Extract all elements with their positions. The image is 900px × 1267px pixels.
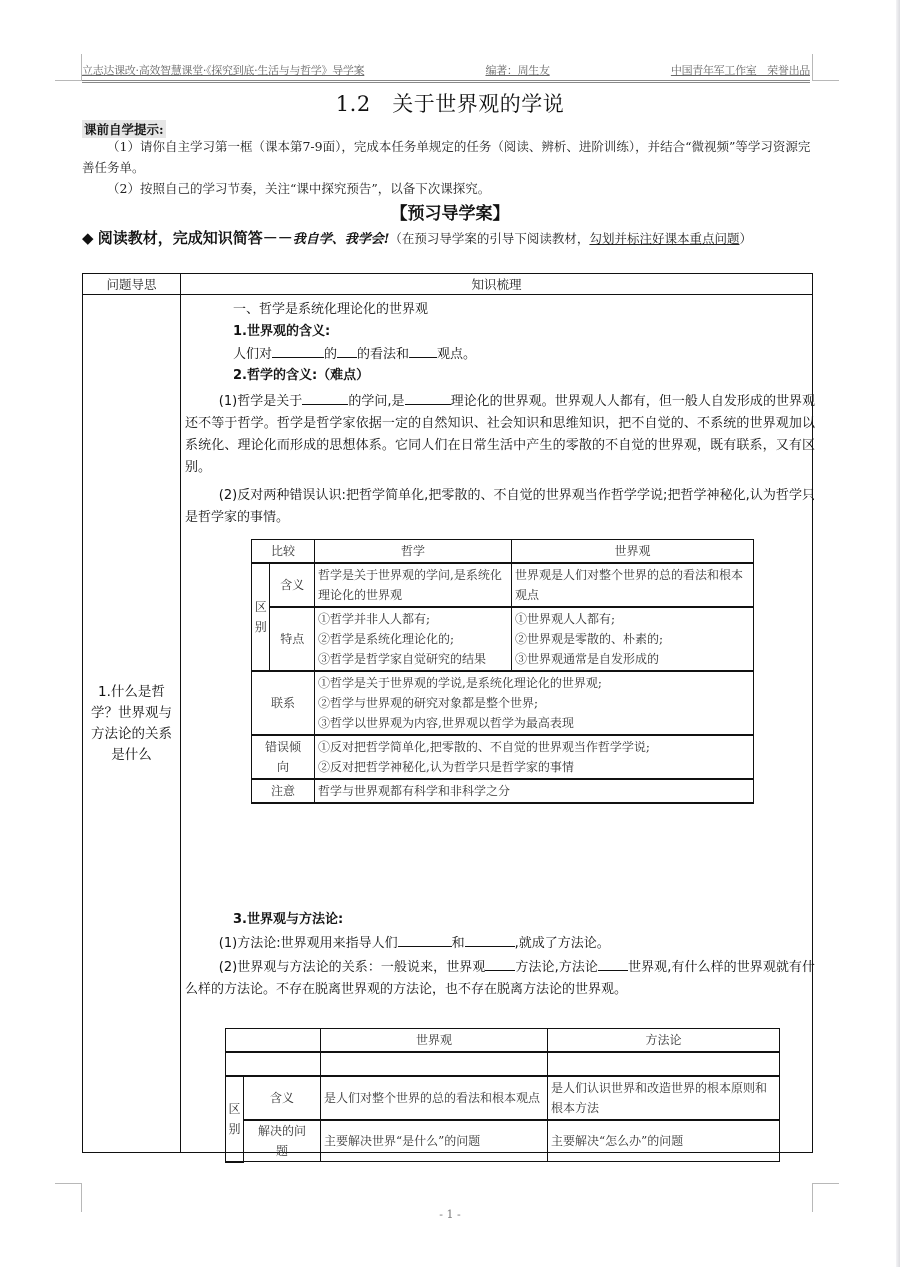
blank-cell [321,1052,548,1076]
s2-p1-b: 的学问,是 [348,394,405,409]
relation-item: ①哲学是关于世界观的学说,是系统化理论化的世界观; [318,676,602,690]
s1-text-b: 的 [324,347,338,362]
method-meaning-label: 含义 [243,1076,320,1120]
page-header [82,62,810,83]
header-right: 中国青年军工作室 荣誉出品 [670,64,810,77]
feature-philosophy [315,607,512,671]
s3-title: 3.世界观与方法论: [233,912,344,927]
feature-phil-item: ①哲学并非人人都有; [318,612,431,626]
header-left: 立志达课改·高效智慧课堂·《探究到底·生活与与哲学》导学案 [82,64,365,77]
s3-p2-c: 世界观,有什么样的世界观就有什么样的方法论。不存在脱离世界观的方法论，也不存在脱离方法论的世界观。 [185,960,815,997]
meaning-label: 含义 [270,563,315,607]
study-table-header [83,274,813,295]
fill-blank[interactable] [302,390,348,405]
feature-phil-item: ③哲学是哲学家自觉研究的结果 [318,652,487,666]
pre-study-item-2: （2）按照自己的学习节奏，关注“课中探究预告”，以备下次课探究。 [107,181,491,196]
reading-instruction [82,227,814,251]
method-meaning-row [226,1076,780,1120]
s3-paragraph-2 [185,956,815,1001]
error-content [315,735,754,779]
meaning-row [252,563,754,607]
s1-text-d: 观点。 [437,347,477,362]
error-label: 错误倾向 [252,735,315,779]
fill-blank[interactable] [485,956,515,971]
error-item: ②反对把哲学神秘化,认为哲学只是哲学家的事情 [318,760,574,774]
pre-study-label: 课前自学提示: [84,122,164,137]
study-table-row [83,295,813,1153]
difference-label: 区别 [252,563,270,671]
s3-p1-b: 和 [451,936,465,951]
s3-p2-b: 方法论,方法论 [515,960,598,975]
method-header-blank [226,1029,321,1053]
study-table [82,273,815,1158]
s3-p1-a: (1)方法论:世界观用来指导人们 [218,936,398,951]
relation-item: ③哲学以世界观为内容,世界观以哲学为最高表现 [318,716,574,730]
philosophy-header: 哲学 [315,540,512,564]
method-problem-worldview: 主要解决世界“是什么”的问题 [321,1120,548,1162]
blank-cell [548,1052,780,1076]
fill-blank[interactable] [409,343,437,358]
part1-title: 一、哲学是系统化理论化的世界观 [233,302,429,317]
relation-content [315,671,754,735]
crop-mark-top-right [812,54,839,81]
fill-blank[interactable] [272,343,324,358]
diamond-bullet-icon: ◆ [82,229,94,247]
method-meaning-worldview: 是人们对整个世界的总的看法和根本观点 [321,1076,548,1120]
feature-wv-item: ②世界观是零散的、朴素的; [515,632,664,646]
fill-blank[interactable] [465,932,515,947]
note-row [252,779,754,803]
philosophy-worldview-table [251,539,754,804]
error-item: ①反对把哲学简单化,把零散的、不自觉的世界观当作哲学学说; [318,740,650,754]
worldview-methodology-table [225,1028,780,1163]
fill-blank[interactable] [337,343,357,358]
col-question-header: 问题导思 [83,274,181,295]
s2-title: 2.哲学的含义:（难点） [233,368,370,383]
s1-text-c: 的看法和 [357,347,410,362]
page-number: - 1 - [439,1208,461,1221]
s1-fill-sentence [233,343,476,366]
fill-blank[interactable] [405,390,451,405]
reading-note: （在预习导学案的引导下阅读教材， [389,231,590,246]
knowledge-content [181,295,815,1158]
feature-wv-item: ③世界观通常是自发形成的 [515,652,660,666]
s1-title: 1.世界观的含义: [233,324,331,339]
worldview-header: 世界观 [512,540,754,564]
method-problem-method: 主要解决“怎么办”的问题 [548,1120,780,1162]
compare-header: 比较 [252,540,315,564]
s2-p1-c: 理论化的世界观。世界观人人都有，但一般人自发形成的世界观还不等于哲学。哲学是哲学家依据一定的自然知识、社会知识和思维知识，把不自觉的、不系统的世界观加以系统化、理论化而形成的思想体系。它同人们在日常生活中产生的零散的不自觉的世界观，既有联系，又有区别。 [185,394,815,475]
header-author: 编著：周生友 [485,64,550,77]
note-content: 哲学与世界观都有科学和非科学之分 [315,779,754,803]
fill-blank[interactable] [398,932,452,947]
s3-paragraph-1 [185,932,815,955]
s1-text-a: 人们对 [233,347,273,362]
meaning-philosophy: 哲学是关于世界观的学问,是系统化理论化的世界观 [315,563,512,607]
reading-note-end: ） [739,231,752,246]
worldview-col-header: 世界观 [321,1029,548,1053]
page-edge [896,0,900,1267]
fill-blank[interactable] [598,956,628,971]
feature-phil-item: ②哲学是系统化理论化的; [318,632,455,646]
method-meaning-method: 是人们认识世界和改造世界的根本原则和根本方法 [548,1076,780,1120]
relation-item: ②哲学与世界观的研究对象都是整个世界; [318,696,539,710]
method-header-row [226,1029,780,1053]
method-problem-label: 解决的问题 [243,1120,320,1162]
relation-row [252,671,754,735]
meaning-worldview: 世界观是人们对整个世界的总的看法和根本观点 [512,563,754,607]
page-title: 1.2 关于世界观的学说 [335,92,565,116]
compare-header-row [252,540,754,564]
method-problem-row [226,1120,780,1162]
s2-paragraph-1 [185,390,815,479]
reading-note-key: 重点问题 [689,231,740,246]
reading-slogan: 我自学、我学会! [292,232,390,247]
method-blank-row [226,1052,780,1076]
feature-label: 特点 [270,607,315,671]
feature-wv-item: ①世界观人人都有; [515,612,616,626]
method-col-header: 方法论 [548,1029,780,1053]
note-label: 注意 [252,779,315,803]
s2-paragraph-2: (2)反对两种错误认识:把哲学简单化,把零散的、不自觉的世界观当作哲学学说;把哲学神秘化,认为哲学只是哲学家的事情。 [185,488,815,525]
feature-worldview [512,607,754,671]
reading-note-underlined: 勾划并标注好课本 [589,231,690,246]
relation-label: 联系 [252,671,315,735]
error-row [252,735,754,779]
s3-p1-c: ,就成了方法论。 [514,936,610,951]
crop-mark-top-left [55,54,82,81]
method-difference-label: 区别 [226,1076,244,1162]
section-title: 【预习导学案】 [390,204,510,224]
pre-study-item-1: （1）请你自主学习第一框（课本第7-9面），完成本任务单规定的任务（阅读、辨析、进阶训练），并结合“微视频”等学习资源完善任务单。 [82,139,811,175]
s3-p2-a: (2)世界观与方法论的关系：一般说来，世界观 [218,960,486,975]
s2-p1-a: (1)哲学是关于 [218,394,303,409]
guiding-question: 1.什么是哲学？世界观与方法论的关系是什么 [83,295,181,1153]
col-knowledge-header: 知识梳理 [181,274,813,295]
feature-row [252,607,754,671]
reading-main: 阅读教材，完成知识简答－－ [97,229,293,247]
blank-cell [226,1052,321,1076]
